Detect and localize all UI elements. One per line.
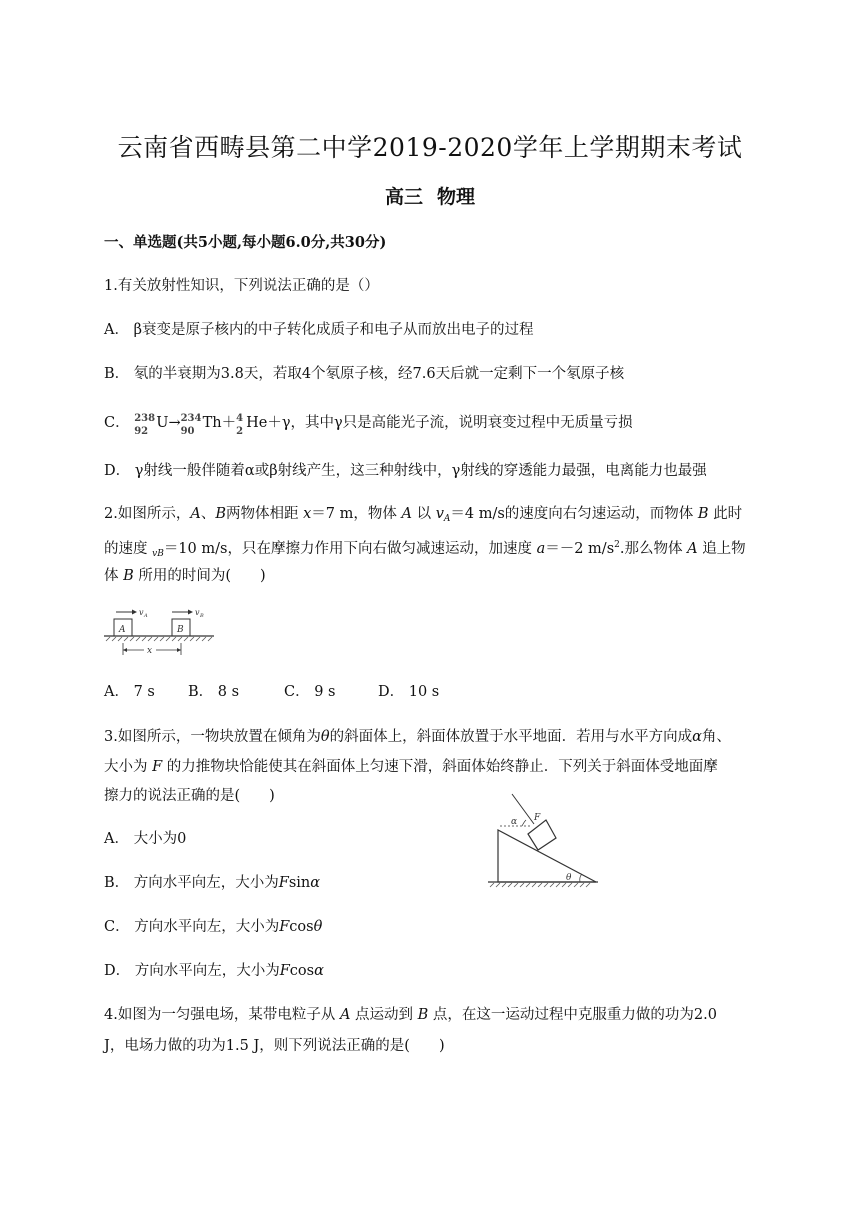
- q3-option-d: D． 方向水平向左，大小为Fcosα: [104, 963, 324, 979]
- svg-text:v: v: [195, 608, 200, 617]
- nuclide-th: 234 90: [180, 413, 202, 437]
- q2-option-d: D． 10 s: [378, 684, 440, 700]
- svg-text:x: x: [147, 646, 153, 656]
- q2-figure: [102, 603, 218, 661]
- q3-block: [528, 820, 556, 850]
- q4-stem-line1: 4.如图为一匀强电场，某带电粒子从 A 点运动到 B 点，在这一运动过程中克服重力做的功为2.0: [104, 1007, 717, 1023]
- svg-text:α: α: [511, 817, 518, 827]
- q3-stem-line1: 3.如图所示，一物块放置在倾角为θ的斜面体上，斜面体放置于水平地面．若用与水平方向成α角、: [104, 729, 731, 745]
- q1-option-b: B． 氡的半衰期为3.8天，若取4个氡原子核，经7.6天后就一定剩下一个氡原子核: [104, 366, 625, 382]
- q1-option-d: D． γ射线一般伴随着α或β射线产生，这三种射线中，γ射线的穿透能力最强，电离能力也最强: [104, 463, 707, 479]
- q2-stem-line2: 的速度 $_{vB}$＝10 m/s，只在摩擦力作用下向右做匀减速运动，加速度 a＝－2 $m/s^2$.那么物体 A 追上物: [104, 540, 746, 559]
- q3-stem-line2: 大小为 F 的力推物块恰能使其在斜面体上匀速下滑，斜面体始终静止．下列关于斜面体受地面摩: [104, 759, 718, 775]
- q2-options: [104, 682, 439, 702]
- q3-option-c: C． 方向水平向左，大小为Fcosθ: [104, 919, 323, 935]
- q3-figure: [486, 790, 602, 890]
- svg-text:B: B: [177, 625, 184, 635]
- svg-text:A: A: [144, 613, 148, 619]
- svg-text:θ: θ: [566, 873, 572, 883]
- q3-stem-line3: 擦力的说法正确的是( ): [104, 788, 275, 804]
- q2-stem-line1: 2.如图所示，A、B两物体相距 x＝7 m，物体 A 以 $v_A=4$ m/s的速度向右匀速运动，而物体 B 此时: [104, 506, 743, 524]
- section-heading: 一、单选题(共5小题,每小题6.0分,共30分): [104, 234, 387, 251]
- exam-title: 云南省西畴县第二中学2019-2020学年上学期期末考试: [117, 133, 743, 162]
- nuclide-he: 4 2: [236, 413, 244, 437]
- q3-option-b: B． 方向水平向左，大小为Fsinα: [104, 875, 321, 891]
- grade-label: 高三: [384, 186, 423, 208]
- q3-option-a: A． 大小为0: [104, 831, 187, 847]
- exam-subtitle: [0, 182, 860, 209]
- q1-stem: 1.有关放射性知识，下列说法正确的是（）: [104, 278, 379, 294]
- svg-text:v: v: [139, 608, 144, 617]
- q2-stem-line3: 体 B 所用的时间为( ): [104, 568, 266, 584]
- nuclide-u: 238 92: [134, 413, 156, 437]
- svg-text:A: A: [119, 625, 126, 635]
- q4-stem-line2: J，电场力做的功为1.5 J，则下列说法正确的是( ): [104, 1038, 445, 1054]
- svg-text:F: F: [534, 813, 541, 823]
- q2-option-c: C． 9 s: [284, 684, 336, 700]
- q1-option-c: C． 238 92 U→ 234 90 Th＋ 4 2 He＋γ，其中γ只是高能光子流，说明衰变过程中无质量亏损: [104, 413, 633, 437]
- svg-text:B: B: [200, 613, 204, 619]
- q2-option-b: B． 8 s: [188, 684, 240, 700]
- q1-option-a: A． β衰变是原子核内的中子转化成质子和电子从而放出电子的过程: [104, 322, 534, 338]
- q2-option-a: A． 7 s: [104, 684, 155, 700]
- subject-label: 物理: [437, 186, 476, 208]
